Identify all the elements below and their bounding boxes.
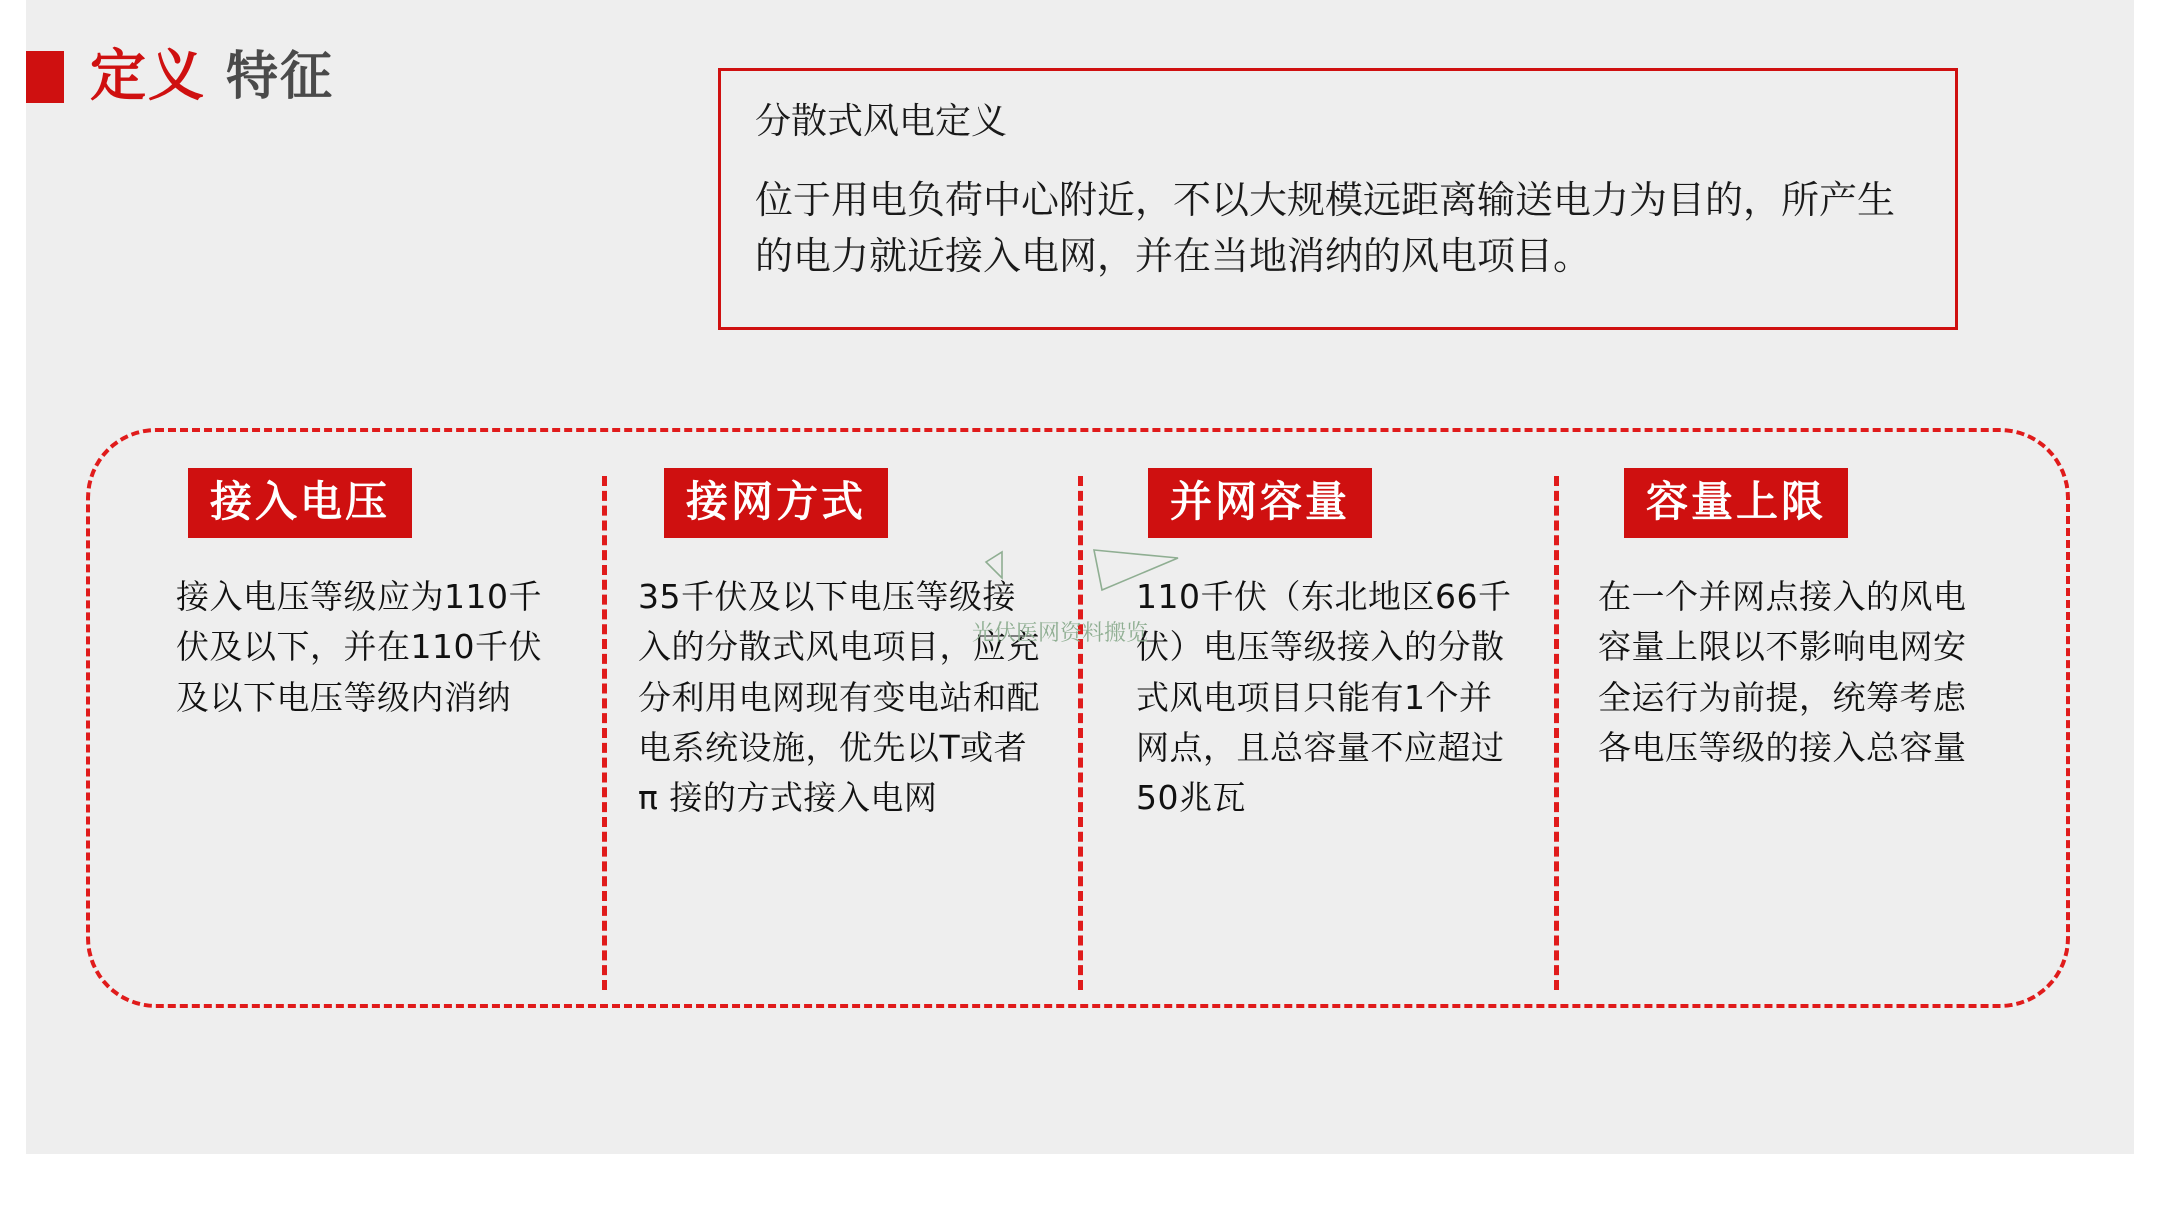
feature-text-connection-mode: 35千伏及以下电压等级接入的分散式风电项目，应充分利用电网现有变电站和配电系统设施，优先以T或者π 接的方式接入电网	[638, 577, 1040, 817]
bottom-margin	[0, 1154, 2160, 1218]
feature-label-connection-mode: 接网方式	[664, 468, 888, 538]
feature-label-grid-capacity: 并网容量	[1148, 468, 1372, 538]
features-columns	[86, 428, 2070, 1008]
feature-text-capacity-limit: 在一个并网点接入的风电容量上限以不影响电网安全运行为前提，统筹考虑各电压等级的接入总容量	[1598, 577, 1967, 767]
feature-column-grid-capacity	[1078, 468, 1554, 1008]
feature-label-capacity-limit: 容量上限	[1624, 468, 1848, 538]
feature-column-access-voltage	[126, 468, 602, 1008]
definition-heading: 分散式风电定义	[755, 101, 1008, 142]
title-accent-bar	[26, 51, 64, 103]
title-sub-text: 特征	[226, 47, 335, 107]
watermark-text: 光伏医网资料搬览	[972, 621, 1149, 646]
feature-column-capacity-limit	[1554, 468, 2030, 1008]
title-main-text: 定义	[90, 44, 206, 109]
definition-box	[718, 68, 1958, 330]
feature-label-access-voltage: 接入电压	[188, 468, 412, 538]
feature-text-access-voltage: 接入电压等级应为110千伏及以下，并在110千伏及以下电压等级内消纳	[176, 577, 542, 717]
page-title	[26, 38, 334, 116]
right-margin	[2134, 0, 2160, 1218]
feature-text-grid-capacity: 110千伏（东北地区66千伏）电压等级接入的分散式风电项目只能有1个并网点，且总容量不应超过50兆瓦	[1136, 577, 1512, 817]
left-margin	[0, 0, 26, 1218]
feature-column-connection-mode	[602, 468, 1078, 1008]
definition-body: 位于用电负荷中心附近，不以大规模远距离输送电力为目的，所产生的电力就近接入电网，并在当地消纳的风电项目。	[755, 177, 1896, 279]
